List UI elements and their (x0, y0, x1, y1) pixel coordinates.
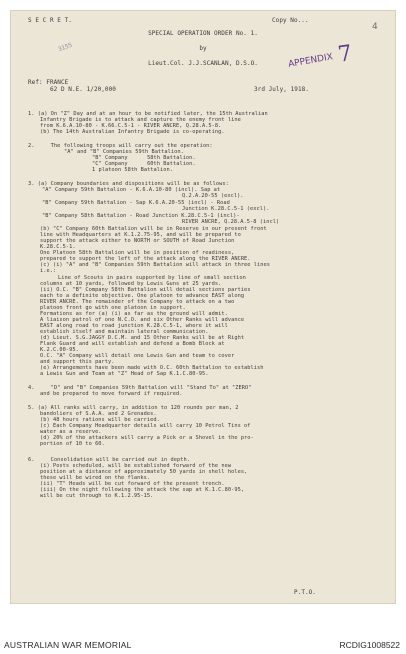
order-line: (b) 48 hours rations will be carried. (40, 417, 160, 423)
order-line: will be cut through to K.1.2.95-15. (40, 493, 154, 499)
archive-source: AUSTRALIAN WAR MEMORIAL (4, 640, 132, 650)
appendix-label: APPENDIX (287, 52, 334, 70)
registry-stamp: 3155 (57, 41, 74, 54)
archive-record-id: RCDIG1008522 (339, 640, 400, 650)
order-line: water as a reserve. (40, 429, 102, 435)
order-line: "A" Company 59th Battalion - K.6.A.10-80 (incl). Sap at (42, 187, 221, 193)
order-line: 2. The following troops will carry out the operation: (28, 143, 213, 149)
order-author: Lieut.Col. J.J.SCANLAN, D.S.O. (148, 60, 258, 67)
order-line: from K.6.A.10-80 - K.66.C.5-1 - RIVER ANCRE, Q.28.A.5-8. (40, 123, 222, 129)
order-line: EAST along road to road junction K.28.C.5-1, where it will (40, 323, 228, 329)
order-line: Junction K.28.C.5-1 (excl). (182, 206, 270, 212)
order-line: 3. (a) Company boundaries and dispositions will be as follows: (28, 181, 229, 187)
appendix-number: 7 (336, 41, 354, 68)
document-page (10, 10, 396, 604)
order-line: i.e.: (40, 268, 57, 274)
order-line: 6. Consolidation will be carried out in depth. (28, 457, 190, 463)
order-line: Q.2.A.20-55 (excl). (182, 193, 244, 199)
order-line: platoon front go with one platoon in support. (40, 305, 186, 311)
order-line: "B" Company 58th Battalion - Road Junction K.28.C.5-1 (incl)- (42, 213, 240, 219)
order-line: (ii) "T" Heads will be cut forward of the present trench. (40, 481, 225, 487)
order-line: Formations as for (a) (i) as far as the ground will admit. (40, 311, 228, 317)
order-line: (c) (i) "A" and "B" Companies 59th Battalion will attack in three lines (40, 262, 270, 268)
order-line: (i) Posts scheduled, will be established forward of the new (40, 463, 232, 469)
order-line: RIVER ANCRE. The remainder of the Company to attack on a two (40, 299, 235, 305)
classification-label: S E C R E T. (28, 17, 72, 24)
order-line: and be prepared to move forward if required. (40, 391, 183, 397)
order-line: 4. "D" and "B" Companies 59th Battalion will "Stand To" at "ZERO" (28, 385, 252, 391)
order-line: "B" Company 58th Battalion. (92, 155, 196, 161)
order-line: (b) The 14th Australian Infantry Brigade is co-operating. (40, 129, 225, 135)
order-line: each to a definite objective. One platoon to advance EAST along (40, 293, 245, 299)
order-line: RIVER ANCRE, Q.28.A.5-8 (incl) (182, 219, 280, 225)
map-sheet: 62 D N.E. 1/20,000 (50, 86, 116, 93)
map-reference: Ref: FRANCE (28, 79, 69, 86)
order-line: (ii) O.C. "B" Company 58th Battalion will detail sections parties (40, 287, 251, 293)
order-date: 3rd July, 1918. (254, 86, 309, 93)
order-line: A liaison patrol of one N.C.O. and six Other Ranks will advance (40, 317, 245, 323)
order-line: "C" Company 60th Battalion. (92, 161, 196, 167)
order-line: line with Headquarters at K.1.2.75-95, and will be prepared to (40, 232, 241, 238)
order-line: 1. (a) On "Z" Day and at an hour to be notified later, the 15th Australian (28, 111, 268, 117)
order-line: One Platoon 58th Battalion will be in position of readiness, (40, 250, 235, 256)
pto-mark: P.T.O. (294, 589, 316, 596)
order-line: establish itself and maintain lateral communication. (40, 329, 209, 335)
order-line: (b) "C" Company 60th Battalion will be in Reserve in our present front (40, 226, 267, 232)
order-line: these will be wired on the flanks. (40, 475, 151, 481)
order-line: "B" Company 59th Battalion - Sap K.6.A.20-55 (incl) - Road (42, 200, 230, 206)
order-line: support the attack either to NORTH or SOUTH of Road Junction (40, 238, 235, 244)
order-line: O.C. "A" Company will detail one Lewis Gun and team to cover (40, 353, 235, 359)
order-line: and support this party. (40, 359, 115, 365)
order-line: (c) Each Company Headquarter details will carry 10 Petrol Tins of (40, 423, 251, 429)
order-line: columns at 10 yards, followed by Lewis Guns at 25 yards. (40, 281, 222, 287)
order-title: SPECIAL OPERATION ORDER No. 1. (148, 30, 258, 37)
order-line: K.28.C.5-1. (40, 244, 76, 250)
archive-footer (0, 604, 406, 654)
order-line: (d) Lieut. S.G.JAGGY D.C.M. and 15 Other Ranks will be at Right (40, 335, 245, 341)
order-line: a Lewis Gun and Team at "Z" Head of Sap K.1.C.80-95. (40, 371, 209, 377)
order-line: prepared to support the left of the attack along the RIVER ANCRE. (40, 256, 251, 262)
order-line: portion of 10 to 60. (40, 441, 105, 447)
order-line: 1 platoon 58th Battalion. (92, 167, 173, 173)
order-line: "A" and "B" Companies 59th Battalion. (64, 149, 184, 155)
order-line: (iii) On the night following the attack the sap at K.1.C.80-95, (40, 487, 245, 493)
page-number-mark: 4 (372, 22, 378, 32)
order-line: Flank Guard and will establish and defend a Bomb Block at (40, 341, 225, 347)
order-line: 5. (a) All ranks will carry, in addition to 120 rounds per man, 2 (28, 405, 239, 411)
order-line: Line of Scouts in pairs supported by line of small section (58, 275, 246, 281)
order-line: (e) Arrangements have been made with O.C. 60th Battalion to establish (40, 365, 264, 371)
order-line: position at a distance of approximately 50 yards in shell holes, (40, 469, 248, 475)
order-line: (d) 20% of the attackers will carry a Pick or a Shovel in the pro- (40, 435, 254, 441)
copy-number: Copy No... (272, 17, 309, 24)
order-line: Infantry Brigade is to attack and capture the enemy front line (40, 117, 241, 123)
order-line: K.2.C.00-95. (40, 347, 79, 353)
order-by: by (199, 45, 207, 52)
order-line: bandoliers of S.A.A. and 2 Grenades. (40, 411, 157, 417)
